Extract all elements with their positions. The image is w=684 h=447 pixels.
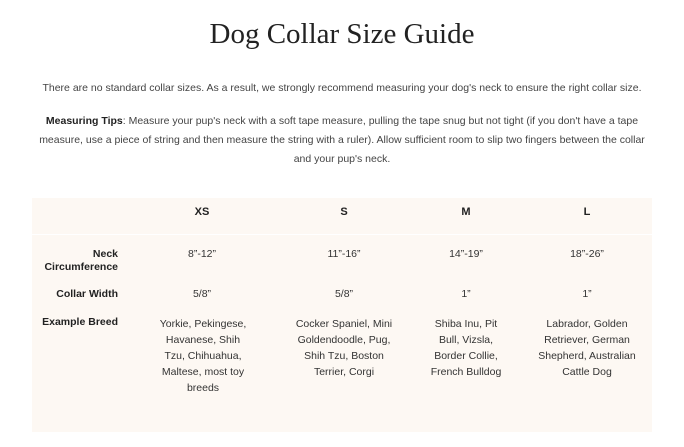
measuring-tips-label: Measuring Tips	[45, 115, 123, 127]
size-header-row	[32, 198, 652, 235]
table-cell: 11”-16”	[327, 248, 361, 260]
size-header-m: M	[461, 206, 471, 218]
row-label-breed: Example Breed	[42, 316, 118, 328]
table-cell: 5/8”	[334, 288, 354, 300]
table-cell: 5/8”	[192, 288, 212, 300]
table-cell: Labrador, Golden Retriever, German Shepherd, Australian Cattle Dog	[538, 318, 636, 378]
page-title: Dog Collar Size Guide	[209, 18, 475, 50]
table-cell: 1”	[461, 288, 471, 300]
size-table	[32, 198, 652, 432]
table-cell: 18”-26”	[570, 248, 604, 260]
size-header-xs: XS	[194, 206, 210, 218]
measuring-tips	[32, 112, 652, 169]
table-cell: 8”-12”	[187, 248, 216, 260]
table-cell: 14”-19”	[449, 248, 483, 260]
table-cell: Cocker Spaniel, Mini Goldendoodle, Pug, Shih Tzu, Boston Terrier, Corgi	[295, 318, 393, 378]
measuring-tips-text: : Measure your pup's neck with a soft tape measure, pulling the tape snug but not tight (if you don't have a tape measure, use a piece of string and then measure the string with a ruler). Allow sufficient room to slip two fingers between the collar and your pup's neck.	[39, 115, 645, 165]
size-header-l: L	[583, 206, 591, 218]
table-cell: Shiba Inu, Pit Bull, Vizsla, Border Collie, French Bulldog	[430, 318, 502, 378]
row-label-neck: Neck Circumference	[44, 248, 118, 273]
table-cell: Yorkie, Pekingese, Havanese, Shih Tzu, Chihuahua, Maltese, most toy breeds	[159, 318, 247, 394]
size-header-s: S	[340, 206, 348, 218]
row-label-width: Collar Width	[56, 288, 118, 300]
table-cell: 1”	[582, 288, 592, 300]
intro-text: There are no standard collar sizes. As a result, we strongly recommend measuring your dog's neck to ensure the right collar size.	[42, 82, 642, 94]
